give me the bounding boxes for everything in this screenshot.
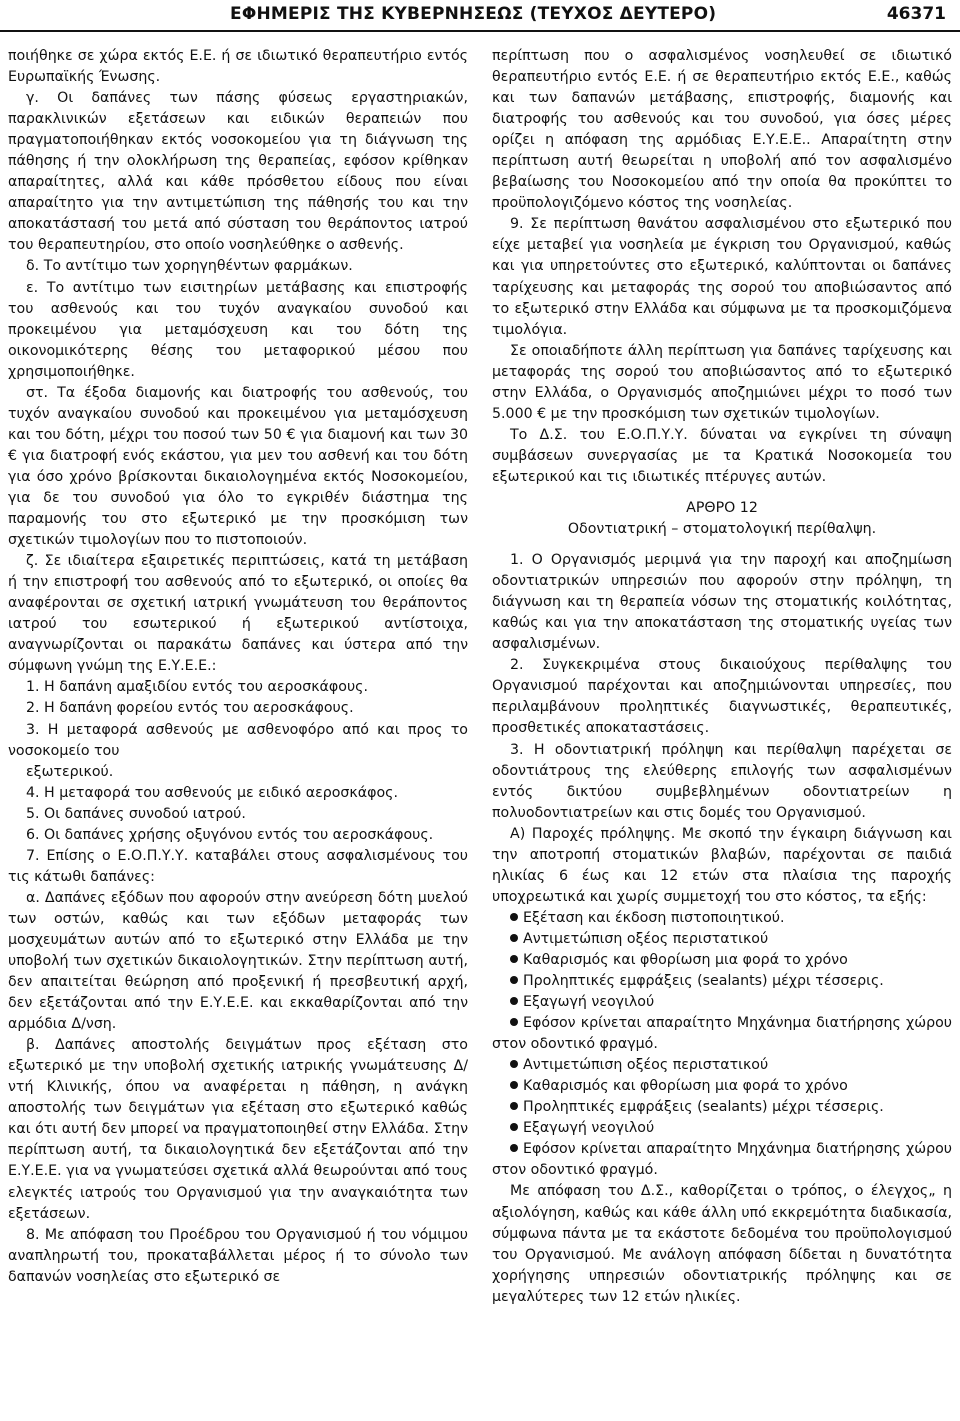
page-number: 46371 bbox=[886, 4, 946, 24]
paragraph: δ. Το αντίτιμο των χορηγηθέντων φαρμάκων. bbox=[26, 258, 353, 275]
bullet-item bbox=[492, 1097, 952, 1118]
bullet-item bbox=[492, 1118, 952, 1139]
bullet-text: Καθαρισμός και φθορίωση μια φορά το χρόνο bbox=[523, 1078, 848, 1095]
article-subtitle: Οδοντιατρική – στοματολογική περίθαλψη. bbox=[567, 521, 877, 538]
bullet-icon bbox=[510, 955, 518, 963]
bullet-icon bbox=[510, 997, 518, 1005]
bullet-item bbox=[492, 1076, 952, 1097]
paragraph: ε. Το αντίτιμο των εισιτηρίων μετάβασης και επιστροφής του ασθενούς και του τυχόν αναγκαίου συνοδού και προκειμένου για μεταμόσχευση και του δότη της οικονομικότερης θέσης του μεταφορικού μέσου που χρησιμοποιήθηκε. bbox=[8, 279, 468, 380]
list-item: εξωτερικού. bbox=[26, 763, 114, 780]
bullet-item bbox=[492, 929, 952, 950]
paragraph: γ. Οι δαπάνες των πάσης φύσεως εργαστηριακών, παρακλινικών εξετάσεων και ειδικών θεραπειών που πραγματοποιήθηκαν εκτός νοσοκομείου για τη διάγνωση της πάθησης ή την ολοκλήρωση της θεραπείας, εφόσον κρίθηκαν απαραίτητες, αλλά και κάθε πρόσθετου είδους που είναι απαραίτητο για την αντιμετώπιση της πάθησής του και την αποκατάστασή του μετά από σύσταση του θεράποντος ιατρού του θεραπευτηρίου, στο οποίο νοσηλεύθηκε ο ασθενής. bbox=[8, 90, 468, 254]
paragraph: Το Δ.Σ. του Ε.Ο.Π.Υ.Υ. δύναται να εγκρίνει τη σύναψη συμβάσεων συνεργασίας με τα Κρατικά Νοσοκομεία του εξωτερικού και τις ιδιωτικές πτέρυγες αυτών. bbox=[492, 426, 952, 485]
gazette-title: ΕΦΗΜΕΡΙΣ ΤΗΣ ΚΥΒΕΡΝΗΣΕΩΣ (ΤΕΥΧΟΣ ΔΕΥΤΕΡΟ) bbox=[230, 4, 717, 24]
bullet-item bbox=[492, 1139, 952, 1181]
bullet-text: Προληπτικές εμφράξεις (sealants) μέχρι τέσσερις. bbox=[523, 1099, 884, 1116]
paragraph: 1. Ο Οργανισμός μεριμνά για την παροχή και αποζημίωση οδοντιατρικών υπηρεσιών που αφορούν στην πρόληψη, τη διάγνωση και τη θεραπεία νόσων της στοματικής κοιλότητας, καθώς και για την αποκατάσταση της στοματικής υγείας των ασφαλισμένων. bbox=[492, 552, 952, 653]
paragraph: περίπτωση που ο ασφαλισμένος νοσηλευθεί σε ιδιωτικό θεραπευτήριο εντός Ε.Ε. ή σε θεραπευτήριο εκτός Ε.Ε., καθώς και των δαπανών μετάβασης, επιστροφής, διαμονής και διατροφής του ασθενούς και του συνοδού, για όσες μέρες ορίζει η απόφαση της αρμόδιας Ε.Υ.Ε.Ε.. Απαραίτητη στην περίπτωση αυτή θεωρείται η υποβολή από τον ασφαλισμένο βεβαίωσης του Νοσοκομείου από την οποία θα προκύπτει το προϋπολογιζόμενο κόστος της νοσηλείας. bbox=[492, 48, 952, 212]
paragraph: Σε οποιαδήποτε άλλη περίπτωση για δαπάνες ταρίχευσης και μεταφοράς της σορού του αποβιώσαντος από το εξωτερικό στην Ελλάδα, ο Οργανισμός αποζημιώνει μέχρι το ποσό των 5.000 € με την προσκόμιση των σχετικών τιμολογίων. bbox=[492, 342, 952, 422]
bullet-icon bbox=[510, 1018, 518, 1026]
article-title: ΑΡΘΡΟ 12 bbox=[686, 499, 758, 516]
list-item: 1. Η δαπάνη αμαξιδίου εντός του αεροσκάφους. bbox=[26, 679, 368, 696]
paragraph: 8. Με απόφαση του Προέδρου του Οργανισμού ή του νόμιμου αναπληρωτή του, προκαταβάλλεται μέρος ή το σύνολο των δαπανών νοσηλείας στο εξωτερικό σε bbox=[8, 1226, 468, 1285]
bullet-item bbox=[492, 971, 952, 992]
bullet-text: Προληπτικές εμφράξεις (sealants) μέχρι τέσσερις. bbox=[523, 973, 884, 990]
right-column bbox=[492, 46, 952, 1308]
paragraph: στ. Τα έξοδα διαμονής και διατροφής του ασθενούς, του τυχόν αναγκαίου συνοδού και προκειμένου για μεταμόσχευση και του δότη, μέχρι του ποσού των 50 € για διαμονή και των 30 € για διατροφή ενός εκάστου, για μεν του ασθενή και του δότη για όσο χρόνο βρίσκονται δικαιολογημένα εκτός Νοσοκομείου, για δε του συνοδού για όλο το εγκριθέν διάστημα της παραμονής του στο εξωτερικό με την προσκόμιση των σχετικών τιμολογίων που το πιστοποιούν. bbox=[8, 384, 468, 549]
left-column bbox=[8, 46, 468, 1288]
bullet-icon bbox=[510, 1081, 518, 1089]
list-item: 7. Επίσης ο Ε.Ο.Π.Υ.Υ. καταβάλει στους ασφαλισμένους του τις κάτωθι δαπάνες: bbox=[8, 847, 468, 885]
header-rule bbox=[0, 30, 960, 32]
list-item: 5. Οι δαπάνες συνοδού ιατρού. bbox=[26, 805, 246, 822]
paragraph: Α) Παροχές πρόληψης. Με σκοπό την έγκαιρη διάγνωση και την αποτροπή στοματικών βλαβών, παρέχονται σε παιδιά ηλικίας 6 έως και 12 ετών στα πλαίσια της παροχής υποχρεωτικά και χωρίς συμμετοχή του στο κόστος, τα εξής: bbox=[492, 825, 952, 905]
paragraph: 2. Συγκεκριμένα στους δικαιούχους περίθαλψης του Οργανισμού παρέχονται και αποζημιώνονται υπηρεσίες, που περιλαμβάνουν προληπτικές διαγνωστικές, θεραπευτικές, προσθετικές αποκαταστάσεις. bbox=[492, 657, 952, 737]
bullet-icon bbox=[510, 976, 518, 984]
paragraph: ποιήθηκε σε χώρα εκτός Ε.Ε. ή σε ιδιωτικό θεραπευτήριο εντός Ευρωπαϊκής Ένωσης. bbox=[8, 48, 468, 86]
bullet-item bbox=[492, 950, 952, 971]
bullet-text: Αντιμετώπιση οξέος περιστατικού bbox=[523, 930, 769, 947]
bullet-item bbox=[492, 992, 952, 1013]
list-item: 6. Οι δαπάνες χρήσης οξυγόνου εντός του αεροσκάφους. bbox=[26, 826, 434, 843]
bullet-icon bbox=[510, 1123, 518, 1131]
bullet-text: Αντιμετώπιση οξέος περιστατικού bbox=[523, 1057, 769, 1074]
paragraph: ζ. Σε ιδιαίτερα εξαιρετικές περιπτώσεις, κατά τη μετάβαση ή την επιστροφή του ασθενούς από το εξωτερικό, οι οποίες θα αναφέρονται σε σχετική ιατρική γνωμάτευση του θεράποντος ιατρού του εσωτερικού ή εξωτερικού αντίστοιχα, αναγνωρίζονται οι παρακάτω δαπάνες και ύστερα από την σύμφωνη γνώμη της Ε.Υ.Ε.Ε.: bbox=[8, 553, 468, 675]
bullet-icon bbox=[510, 1144, 518, 1152]
paragraph: α. Δαπάνες εξόδων που αφορούν στην ανεύρεση δότη μυελού των οστών, καθώς και των εξόδων μεταφοράς των μοσχευμάτων αυτών από το εξωτερικό στην Ελλάδα με την υποβολή των σχετικών δικαιολογητικών. Στην περίπτωση αυτή, δεν απαιτείται θεώρηση από προξενική ή πρεσβευτική αρχή, δεν εξετάζονται από την Ε.Υ.Ε.Ε. και εκκαθαρίζονται από την αρμόδια Δ/νση. bbox=[8, 889, 468, 1033]
bullet-text: Εξαγωγή νεογιλού bbox=[523, 994, 655, 1011]
bullet-item bbox=[492, 908, 952, 929]
list-item: 4. Η μεταφορά του ασθενούς με ειδικό αεροσκάφος. bbox=[26, 784, 398, 801]
bullet-text: Εξέταση και έκδοση πιστοποιητικού. bbox=[523, 909, 785, 926]
bullet-text: Καθαρισμός και φθορίωση μια φορά το χρόνο bbox=[523, 951, 848, 968]
list-item: 2. Η δαπάνη φορείου εντός του αεροσκάφους. bbox=[26, 700, 354, 717]
bullet-icon bbox=[510, 913, 518, 921]
list-item: 3. Η μεταφορά ασθενούς με ασθενοφόρο από και προς το νοσοκομείο του bbox=[8, 721, 468, 759]
bullet-icon bbox=[510, 1060, 518, 1068]
bullet-item bbox=[492, 1013, 952, 1055]
bullet-text: Εφόσον κρίνεται απαραίτητο Μηχάνημα διατήρησης χώρου στον οδοντικό φραγμό. bbox=[492, 1141, 952, 1179]
page-header bbox=[0, 4, 960, 28]
paragraph: 3. Η οδοντιατρική πρόληψη και περίθαλψη παρέχεται σε οδοντιάτρους της ελεύθερης επιλογής των ασφαλισμένων εντός δικτύου συμβεβλημένων οδοντιατρείων η πολυοδοντιατρείων και στις δομές του Οργανισμού. bbox=[492, 741, 952, 821]
paragraph: Με απόφαση του Δ.Σ., καθορίζεται ο τρόπος, ο έλεγχος„ η αξιολόγηση, καθώς και κάθε άλλη υπό εκκρεμότητα διαδικασία, σύμφωνα πάντα με τα εκάστοτε δεδομένα του προϋπολογισμού του Οργανισμού. Με ανάλογη απόφαση δίδεται η δυνατότητα χορήγησης υπηρεσιών οδοντιατρικής πρόληψης και σε μεγαλύτερες των 12 ετών ηλικίες. bbox=[492, 1183, 952, 1305]
bullet-text: Εφόσον κρίνεται απαραίτητο Μηχάνημα διατήρησης χώρου στον οδοντικό φραγμό. bbox=[492, 1015, 952, 1053]
paragraph: 9. Σε περίπτωση θανάτου ασφαλισμένου στο εξωτερικό που είχε μεταβεί για νοσηλεία με έγκριση του Οργανισμού, καθώς και για υπηρετούντες στο εξωτερικό, καλύπτονται οι δαπάνες ταρίχευσης και μεταφοράς της σορού του αποβιώσαντος από το εξωτερικό στην Ελλάδα και σύμφωνα με τα προσκομιζόμενα τιμολόγια. bbox=[492, 216, 952, 338]
bullet-icon bbox=[510, 934, 518, 942]
bullet-text: Εξαγωγή νεογιλού bbox=[523, 1120, 655, 1137]
paragraph: β. Δαπάνες αποστολής δειγμάτων προς εξέταση στο εξωτερικό με την υποβολή σχετικής ιατρικής γνωμάτευσης Δ/ντή Κλινικής, όπου να αναφέρεται η πάθηση, η ανάγκη αποστολής των δειγμάτων για εξέταση στο εξωτερικό καθώς και ότι αυτή δεν μπορεί να πραγματοποιηθεί στην Ελλάδα. Στην περίπτωση αυτή, τα δικαιολογητικά δεν εξετάζονται από την Ε.Υ.Ε.Ε. για να γνωματεύσει σχετικά αλλά θεωρούνται από τους ελεγκτές ιατρούς του Οργανισμού για την αναγκαιότητα των εξετάσεων. bbox=[8, 1037, 468, 1222]
bullet-icon bbox=[510, 1102, 518, 1110]
bullet-item bbox=[492, 1055, 952, 1076]
